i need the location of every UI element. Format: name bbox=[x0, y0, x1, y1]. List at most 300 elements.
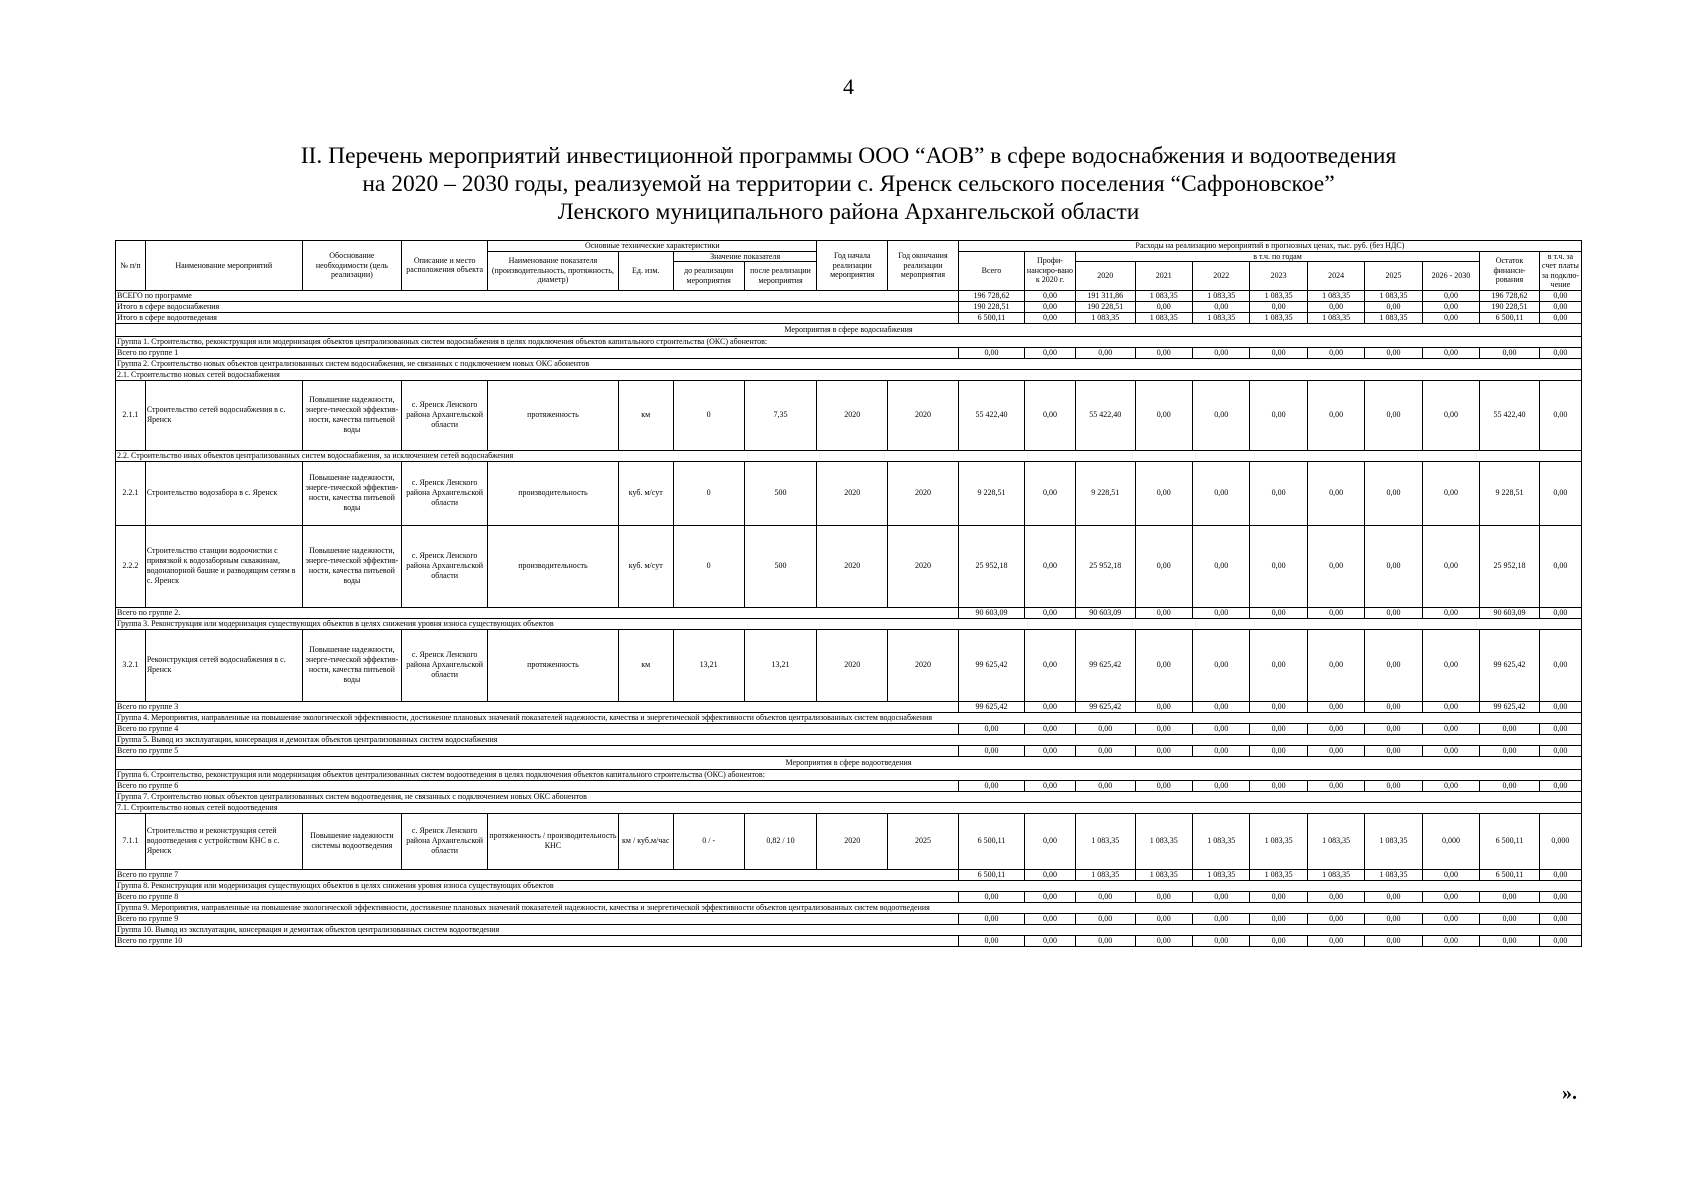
amount-cell: 0,00 bbox=[1135, 723, 1192, 734]
group-label: Группа 8. Реконструкция или модернизация существующих объектов в целях снижения уровня износа существующих объектов bbox=[116, 880, 1582, 891]
amount-cell: 0,00 bbox=[1192, 745, 1249, 756]
amount-cell: 0,00 bbox=[1135, 301, 1192, 312]
amount-cell: 0,00 bbox=[1192, 780, 1249, 791]
amount-cell: 0,00 bbox=[1025, 347, 1076, 358]
amount-cell: 99 625,42 bbox=[1075, 701, 1135, 712]
amount-cell: 0,00 bbox=[1365, 347, 1422, 358]
indicator-name: производительность bbox=[488, 525, 618, 607]
group-row bbox=[116, 369, 1582, 380]
amount-cell: 25 952,18 bbox=[1480, 525, 1540, 607]
amount-cell: 0,00 bbox=[1422, 913, 1479, 924]
amount-cell: 25 952,18 bbox=[958, 525, 1024, 607]
amount-cell: 0,00 bbox=[1250, 780, 1307, 791]
amount-cell: 1 083,35 bbox=[1365, 290, 1422, 301]
group-row bbox=[116, 336, 1582, 347]
amount-cell: 9 228,51 bbox=[1480, 461, 1540, 525]
amount-cell: 0,00 bbox=[1539, 629, 1581, 701]
amount-cell: 0,00 bbox=[1250, 347, 1307, 358]
amount-cell: 0,00 bbox=[1250, 723, 1307, 734]
amount-cell: 1 083,35 bbox=[1135, 813, 1192, 869]
group-row bbox=[116, 769, 1582, 780]
page-number: 4 bbox=[843, 74, 854, 99]
amount-cell: 0,00 bbox=[1422, 891, 1479, 902]
group-label: Группа 2. Строительство новых объектов централизованных систем водоснабжения, не связанных с подключением новых ОКС абонентов bbox=[116, 358, 1582, 369]
amount-cell: 1 083,35 bbox=[1135, 290, 1192, 301]
amount-cell: 0,00 bbox=[1365, 701, 1422, 712]
amount-cell: 0,00 bbox=[1135, 380, 1192, 450]
amount-cell: 0,00 bbox=[1025, 701, 1076, 712]
subtotal-row bbox=[116, 745, 1582, 756]
amount-cell: 0,00 bbox=[1307, 607, 1364, 618]
indicator-after: 7,35 bbox=[744, 380, 817, 450]
measure-justification: Повышение надежности, энерге-тической эффектив-ности, качества питьевой воды bbox=[302, 380, 401, 450]
subtotal-row bbox=[116, 891, 1582, 902]
group-row bbox=[116, 358, 1582, 369]
amount-cell: 0,00 bbox=[1539, 913, 1581, 924]
amount-cell: 1 083,35 bbox=[1250, 312, 1307, 323]
amount-cell: 0,000 bbox=[1422, 813, 1479, 869]
col-total-header: Всего bbox=[958, 251, 1024, 290]
amount-cell: 190 228,51 bbox=[1075, 301, 1135, 312]
measure-justification: Повышение надежности, энерге-тической эффектив-ности, качества питьевой воды bbox=[302, 629, 401, 701]
measure-location: с. Яренск Ленского района Архангельской области bbox=[402, 380, 488, 450]
amount-cell: 0,00 bbox=[1422, 745, 1479, 756]
row-label: Всего по группе 5 bbox=[116, 745, 959, 756]
amount-cell: 6 500,11 bbox=[958, 869, 1024, 880]
amount-cell: 0,00 bbox=[1250, 607, 1307, 618]
indicator-unit: км bbox=[618, 380, 673, 450]
amount-cell: 190 228,51 bbox=[1480, 301, 1540, 312]
subtotal-row bbox=[116, 347, 1582, 358]
amount-cell: 0,000 bbox=[1539, 813, 1581, 869]
measure-number: 3.2.1 bbox=[116, 629, 146, 701]
amount-cell: 99 625,42 bbox=[958, 629, 1024, 701]
amount-cell: 0,00 bbox=[1307, 301, 1364, 312]
total-row bbox=[116, 312, 1582, 323]
amount-cell: 99 625,42 bbox=[1075, 629, 1135, 701]
amount-cell: 0,00 bbox=[1307, 380, 1364, 450]
row-label: Всего по группе 7 bbox=[116, 869, 959, 880]
amount-cell: 0,00 bbox=[1539, 780, 1581, 791]
amount-cell: 0,00 bbox=[1192, 461, 1249, 525]
group-label: Группа 7. Строительство новых объектов централизованных систем водоотведения, не связанных с подключением новых ОКС абонентов bbox=[116, 791, 1582, 802]
amount-cell: 1 083,35 bbox=[1250, 869, 1307, 880]
amount-cell: 0,00 bbox=[1480, 780, 1540, 791]
section-row bbox=[116, 323, 1582, 336]
amount-cell: 0,00 bbox=[958, 891, 1024, 902]
amount-cell: 1 083,35 bbox=[1307, 312, 1364, 323]
amount-cell: 0,00 bbox=[1250, 380, 1307, 450]
closing-quote-mark: ». bbox=[1562, 1082, 1577, 1104]
amount-cell: 6 500,11 bbox=[958, 312, 1024, 323]
indicator-before: 13,21 bbox=[673, 629, 744, 701]
amount-cell: 0,00 bbox=[1480, 935, 1540, 946]
amount-cell: 0,00 bbox=[1025, 723, 1076, 734]
indicator-unit: куб. м/сут bbox=[618, 461, 673, 525]
amount-cell: 0,00 bbox=[1539, 723, 1581, 734]
col-by-years-header: в т.ч. по годам bbox=[1075, 251, 1479, 262]
table-header bbox=[116, 241, 1582, 291]
amount-cell: 0,00 bbox=[1307, 629, 1364, 701]
indicator-before: 0 bbox=[673, 380, 744, 450]
col-year-2022-header: 2022 bbox=[1192, 262, 1249, 291]
amount-cell: 0,00 bbox=[1075, 891, 1135, 902]
amount-cell: 0,00 bbox=[1250, 525, 1307, 607]
amount-cell: 0,00 bbox=[1075, 913, 1135, 924]
row-label: ВСЕГО по программе bbox=[116, 290, 959, 301]
indicator-unit: куб. м/сут bbox=[618, 525, 673, 607]
row-label: Итого в сфере водоотведения bbox=[116, 312, 959, 323]
amount-cell: 0,00 bbox=[958, 347, 1024, 358]
amount-cell: 0,00 bbox=[1307, 891, 1364, 902]
amount-cell: 0,00 bbox=[1539, 347, 1581, 358]
amount-cell: 1 083,35 bbox=[1135, 869, 1192, 880]
col-before-header: до реализации мероприятия bbox=[673, 262, 744, 291]
amount-cell: 25 952,18 bbox=[1075, 525, 1135, 607]
group-label: 7.1. Строительство новых сетей водоотведения bbox=[116, 802, 1582, 813]
amount-cell: 0,00 bbox=[1422, 290, 1479, 301]
amount-cell: 0,00 bbox=[1365, 913, 1422, 924]
col-costs-header: Расходы на реализацию мероприятий в прогнозных ценах, тыс. руб. (без НДС) bbox=[958, 241, 1581, 252]
amount-cell: 0,00 bbox=[1135, 891, 1192, 902]
year-end: 2020 bbox=[888, 629, 959, 701]
amount-cell: 0,00 bbox=[1192, 629, 1249, 701]
indicator-unit: км / куб.м/час bbox=[618, 813, 673, 869]
subtotal-row bbox=[116, 607, 1582, 618]
indicator-name: протяженность bbox=[488, 380, 618, 450]
col-tech-header: Основные технические характеристики bbox=[488, 241, 817, 252]
group-label: Группа 5. Вывод из эксплуатации, консервация и демонтаж объектов централизованных систем водоснабжения bbox=[116, 734, 1582, 745]
year-start: 2020 bbox=[817, 461, 888, 525]
amount-cell: 99 625,42 bbox=[1480, 629, 1540, 701]
amount-cell: 0,00 bbox=[1365, 745, 1422, 756]
group-row bbox=[116, 734, 1582, 745]
group-label: 2.1. Строительство новых сетей водоснабжения bbox=[116, 369, 1582, 380]
col-year-2024-header: 2024 bbox=[1307, 262, 1364, 291]
total-row bbox=[116, 290, 1582, 301]
amount-cell: 0,00 bbox=[1539, 301, 1581, 312]
amount-cell: 0,00 bbox=[1307, 913, 1364, 924]
amount-cell: 6 500,11 bbox=[958, 813, 1024, 869]
table-body bbox=[116, 290, 1582, 946]
indicator-after: 500 bbox=[744, 461, 817, 525]
measure-location: с. Яренск Ленского района Архангельской области bbox=[402, 461, 488, 525]
amount-cell: 0,00 bbox=[1422, 935, 1479, 946]
col-after-header: после реализации мероприятия bbox=[744, 262, 817, 291]
amount-cell: 0,00 bbox=[1025, 935, 1076, 946]
indicator-after: 0,82 / 10 bbox=[744, 813, 817, 869]
amount-cell: 0,00 bbox=[1250, 301, 1307, 312]
amount-cell: 0,00 bbox=[1075, 347, 1135, 358]
group-label: Группа 10. Вывод из эксплуатации, консервация и демонтаж объектов централизованных систем водоотведения bbox=[116, 924, 1582, 935]
group-row bbox=[116, 902, 1582, 913]
amount-cell: 1 083,35 bbox=[1307, 813, 1364, 869]
amount-cell: 0,00 bbox=[1480, 913, 1540, 924]
amount-cell: 0,00 bbox=[1135, 347, 1192, 358]
amount-cell: 0,00 bbox=[1075, 780, 1135, 791]
amount-cell: 0,00 bbox=[1365, 380, 1422, 450]
amount-cell: 0,00 bbox=[1422, 301, 1479, 312]
measure-row bbox=[116, 380, 1582, 450]
col-year-end-header: Год окончания реализации мероприятия bbox=[888, 241, 959, 291]
amount-cell: 0,00 bbox=[1422, 701, 1479, 712]
amount-cell: 196 728,62 bbox=[958, 290, 1024, 301]
amount-cell: 0,00 bbox=[1422, 607, 1479, 618]
year-end: 2020 bbox=[888, 525, 959, 607]
amount-cell: 0,00 bbox=[1192, 913, 1249, 924]
amount-cell: 0,00 bbox=[958, 745, 1024, 756]
indicator-unit: км bbox=[618, 629, 673, 701]
measure-location: с. Яренск Ленского района Архангельской области bbox=[402, 629, 488, 701]
amount-cell: 0,00 bbox=[958, 780, 1024, 791]
measure-number: 2.2.2 bbox=[116, 525, 146, 607]
amount-cell: 0,00 bbox=[1539, 461, 1581, 525]
measure-row bbox=[116, 461, 1582, 525]
amount-cell: 1 083,35 bbox=[1307, 290, 1364, 301]
row-label: Всего по группе 6 bbox=[116, 780, 959, 791]
amount-cell: 6 500,11 bbox=[1480, 312, 1540, 323]
amount-cell: 0,00 bbox=[1422, 723, 1479, 734]
amount-cell: 0,00 bbox=[1025, 301, 1076, 312]
measure-row bbox=[116, 813, 1582, 869]
indicator-after: 500 bbox=[744, 525, 817, 607]
amount-cell: 55 422,40 bbox=[1480, 380, 1540, 450]
col-year-2025-header: 2025 bbox=[1365, 262, 1422, 291]
indicator-before: 0 bbox=[673, 525, 744, 607]
amount-cell: 0,00 bbox=[1307, 525, 1364, 607]
amount-cell: 0,00 bbox=[1539, 380, 1581, 450]
amount-cell: 99 625,42 bbox=[958, 701, 1024, 712]
amount-cell: 0,00 bbox=[1422, 525, 1479, 607]
year-start: 2020 bbox=[817, 629, 888, 701]
amount-cell: 0,00 bbox=[1365, 935, 1422, 946]
amount-cell: 196 728,62 bbox=[1480, 290, 1540, 301]
amount-cell: 0,00 bbox=[1480, 723, 1540, 734]
amount-cell: 0,00 bbox=[1192, 301, 1249, 312]
group-row bbox=[116, 791, 1582, 802]
amount-cell: 0,00 bbox=[1135, 913, 1192, 924]
group-label: Группа 6. Строительство, реконструкция или модернизация объектов централизованных систем водоотведения в целях подключения объектов капитального строительства (ОКС) абонентов: bbox=[116, 769, 1582, 780]
amount-cell: 0,00 bbox=[1365, 629, 1422, 701]
row-label: Всего по группе 10 bbox=[116, 935, 959, 946]
col-indicator-value-header: Значение показателя bbox=[673, 251, 817, 262]
amount-cell: 55 422,40 bbox=[958, 380, 1024, 450]
amount-cell: 0,00 bbox=[1025, 525, 1076, 607]
amount-cell: 1 083,35 bbox=[1250, 813, 1307, 869]
measure-number: 2.2.1 bbox=[116, 461, 146, 525]
group-row bbox=[116, 924, 1582, 935]
amount-cell: 0,00 bbox=[1422, 347, 1479, 358]
amount-cell: 90 603,09 bbox=[1480, 607, 1540, 618]
amount-cell: 1 083,35 bbox=[1365, 312, 1422, 323]
measure-name: Реконструкция сетей водоснабжения в с. Яренск bbox=[145, 629, 302, 701]
amount-cell: 1 083,35 bbox=[1307, 869, 1364, 880]
amount-cell: 1 083,35 bbox=[1135, 312, 1192, 323]
row-label: Всего по группе 2. bbox=[116, 607, 959, 618]
amount-cell: 0,00 bbox=[1025, 813, 1076, 869]
col-num-header: № п/п bbox=[116, 241, 146, 291]
year-start: 2020 bbox=[817, 380, 888, 450]
amount-cell: 1 083,35 bbox=[1365, 813, 1422, 869]
group-label: Группа 9. Мероприятия, направленные на повышение экологической эффективности, достижение плановых значений показателей надежности, качества и энергетической эффективности объектов централизованных систем водоотведения bbox=[116, 902, 1582, 913]
measure-name: Строительство и реконструкция сетей водоотведения с устройством КНС в с. Яренск bbox=[145, 813, 302, 869]
amount-cell: 9 228,51 bbox=[958, 461, 1024, 525]
group-label: 2.2. Строительство иных объектов централизованных систем водоснабжения, за исключением сетей водоснабжения bbox=[116, 450, 1582, 461]
amount-cell: 0,00 bbox=[1365, 780, 1422, 791]
col-year-2023-header: 2023 bbox=[1250, 262, 1307, 291]
amount-cell: 0,00 bbox=[1075, 723, 1135, 734]
document-title bbox=[0, 142, 1697, 226]
row-label: Всего по группе 4 bbox=[116, 723, 959, 734]
measure-name: Строительство водозабора в с. Яренск bbox=[145, 461, 302, 525]
indicator-after: 13,21 bbox=[744, 629, 817, 701]
amount-cell: 0,00 bbox=[1365, 607, 1422, 618]
amount-cell: 0,00 bbox=[1539, 312, 1581, 323]
amount-cell: 0,00 bbox=[1307, 723, 1364, 734]
amount-cell: 0,00 bbox=[1135, 525, 1192, 607]
amount-cell: 0,00 bbox=[1025, 461, 1076, 525]
amount-cell: 190 228,51 bbox=[958, 301, 1024, 312]
indicator-before: 0 bbox=[673, 461, 744, 525]
col-year-2020-header: 2020 bbox=[1075, 262, 1135, 291]
year-start: 2020 bbox=[817, 525, 888, 607]
amount-cell: 0,00 bbox=[1025, 629, 1076, 701]
amount-cell: 0,00 bbox=[1480, 347, 1540, 358]
amount-cell: 0,00 bbox=[958, 913, 1024, 924]
measure-row bbox=[116, 629, 1582, 701]
measure-row bbox=[116, 525, 1582, 607]
amount-cell: 0,00 bbox=[1480, 745, 1540, 756]
amount-cell: 55 422,40 bbox=[1075, 380, 1135, 450]
amount-cell: 0,00 bbox=[1025, 290, 1076, 301]
amount-cell: 0,00 bbox=[1365, 723, 1422, 734]
row-label: Всего по группе 1 bbox=[116, 347, 959, 358]
amount-cell: 0,00 bbox=[1192, 380, 1249, 450]
amount-cell: 6 500,11 bbox=[1480, 869, 1540, 880]
investment-program-table bbox=[115, 240, 1582, 947]
amount-cell: 0,00 bbox=[1250, 701, 1307, 712]
amount-cell: 0,00 bbox=[1250, 461, 1307, 525]
group-label: Группа 4. Мероприятия, направленные на повышение экологической эффективности, достижение плановых значений показателей надежности, качества и энергетической эффективности объектов централизованных систем водоснабжения bbox=[116, 712, 1582, 723]
group-label: Группа 3. Реконструкция или модернизация существующих объектов в целях снижения уровня износа существующих объектов bbox=[116, 618, 1582, 629]
measure-name: Строительство сетей водоснабжения в с. Яренск bbox=[145, 380, 302, 450]
amount-cell: 0,00 bbox=[1250, 629, 1307, 701]
amount-cell: 0,00 bbox=[1025, 745, 1076, 756]
amount-cell: 0,00 bbox=[1135, 607, 1192, 618]
title-line-2: на 2020 – 2030 годы, реализуемой на территории с. Яренск сельского поселения “Сафроновское” bbox=[362, 171, 1335, 197]
section-label: Мероприятия в сфере водоснабжения bbox=[116, 323, 1582, 336]
amount-cell: 0,00 bbox=[1135, 629, 1192, 701]
col-connection-fee-header: в т.ч. за счет платы за подклю-чение bbox=[1539, 251, 1581, 290]
col-year-2026-2030-header: 2026 - 2030 bbox=[1422, 262, 1479, 291]
measure-justification: Повышение надежности системы водоотведения bbox=[302, 813, 401, 869]
amount-cell: 1 083,35 bbox=[1075, 312, 1135, 323]
amount-cell: 0,00 bbox=[1250, 935, 1307, 946]
col-location-header: Описание и место расположения объекта bbox=[402, 241, 488, 291]
amount-cell: 99 625,42 bbox=[1480, 701, 1540, 712]
subtotal-row bbox=[116, 869, 1582, 880]
amount-cell: 0,00 bbox=[1250, 891, 1307, 902]
col-justification-header: Обоснование необходимости (цель реализации) bbox=[302, 241, 401, 291]
amount-cell: 0,00 bbox=[958, 723, 1024, 734]
subtotal-row bbox=[116, 913, 1582, 924]
group-row bbox=[116, 450, 1582, 461]
indicator-name: протяженность bbox=[488, 629, 618, 701]
amount-cell: 90 603,09 bbox=[1075, 607, 1135, 618]
amount-cell: 0,00 bbox=[1307, 347, 1364, 358]
col-year-2021-header: 2021 bbox=[1135, 262, 1192, 291]
amount-cell: 0,00 bbox=[1025, 607, 1076, 618]
col-indicator-name-header: Наименование показателя (производительность, протяжность, диаметр) bbox=[488, 251, 618, 290]
amount-cell: 0,00 bbox=[1025, 913, 1076, 924]
amount-cell: 0,00 bbox=[1422, 780, 1479, 791]
amount-cell: 1 083,35 bbox=[1365, 869, 1422, 880]
indicator-name: производительность bbox=[488, 461, 618, 525]
amount-cell: 0,00 bbox=[1365, 525, 1422, 607]
amount-cell: 0,00 bbox=[1422, 461, 1479, 525]
amount-cell: 0,00 bbox=[1025, 869, 1076, 880]
measure-number: 7.1.1 bbox=[116, 813, 146, 869]
measure-justification: Повышение надежности, энерге-тической эффектив-ности, качества питьевой воды bbox=[302, 525, 401, 607]
amount-cell: 0,00 bbox=[1307, 701, 1364, 712]
amount-cell: 0,00 bbox=[1365, 461, 1422, 525]
amount-cell: 9 228,51 bbox=[1075, 461, 1135, 525]
row-label: Всего по группе 3 bbox=[116, 701, 959, 712]
amount-cell: 1 083,35 bbox=[1192, 813, 1249, 869]
amount-cell: 0,00 bbox=[1250, 913, 1307, 924]
amount-cell: 0,00 bbox=[1075, 935, 1135, 946]
amount-cell: 0,00 bbox=[1135, 935, 1192, 946]
col-financed-header: Профи-нансиро-вано к 2020 г. bbox=[1025, 251, 1076, 290]
amount-cell: 0,00 bbox=[1135, 461, 1192, 525]
amount-cell: 0,00 bbox=[1422, 312, 1479, 323]
amount-cell: 0,00 bbox=[1192, 607, 1249, 618]
measure-justification: Повышение надежности, энерге-тической эффектив-ности, качества питьевой воды bbox=[302, 461, 401, 525]
amount-cell: 0,00 bbox=[1192, 525, 1249, 607]
year-end: 2025 bbox=[888, 813, 959, 869]
amount-cell: 0,00 bbox=[1307, 780, 1364, 791]
amount-cell: 0,00 bbox=[1025, 380, 1076, 450]
amount-cell: 0,00 bbox=[1192, 891, 1249, 902]
amount-cell: 0,00 bbox=[1192, 347, 1249, 358]
section-label: Мероприятия в сфере водоотведения bbox=[116, 756, 1582, 769]
row-label: Всего по группе 9 bbox=[116, 913, 959, 924]
indicator-name: протяженность / производительность КНС bbox=[488, 813, 618, 869]
row-label: Итого в сфере водоснабжения bbox=[116, 301, 959, 312]
amount-cell: 0,00 bbox=[1539, 891, 1581, 902]
subtotal-row bbox=[116, 780, 1582, 791]
total-row bbox=[116, 301, 1582, 312]
measure-number: 2.1.1 bbox=[116, 380, 146, 450]
amount-cell: 1 083,35 bbox=[1192, 290, 1249, 301]
group-row bbox=[116, 802, 1582, 813]
amount-cell: 0,00 bbox=[1025, 312, 1076, 323]
year-end: 2020 bbox=[888, 461, 959, 525]
amount-cell: 0,00 bbox=[1422, 380, 1479, 450]
group-row bbox=[116, 880, 1582, 891]
amount-cell: 0,00 bbox=[1025, 891, 1076, 902]
amount-cell: 0,00 bbox=[1135, 780, 1192, 791]
col-remain-header: Остаток финанси-рования bbox=[1480, 251, 1540, 290]
amount-cell: 1 083,35 bbox=[1192, 312, 1249, 323]
col-year-start-header: Год начала реализации мероприятия bbox=[817, 241, 888, 291]
amount-cell: 1 083,35 bbox=[1075, 869, 1135, 880]
amount-cell: 0,00 bbox=[1422, 629, 1479, 701]
amount-cell: 0,00 bbox=[1307, 935, 1364, 946]
amount-cell: 6 500,11 bbox=[1480, 813, 1540, 869]
group-row bbox=[116, 618, 1582, 629]
amount-cell: 0,00 bbox=[1250, 745, 1307, 756]
